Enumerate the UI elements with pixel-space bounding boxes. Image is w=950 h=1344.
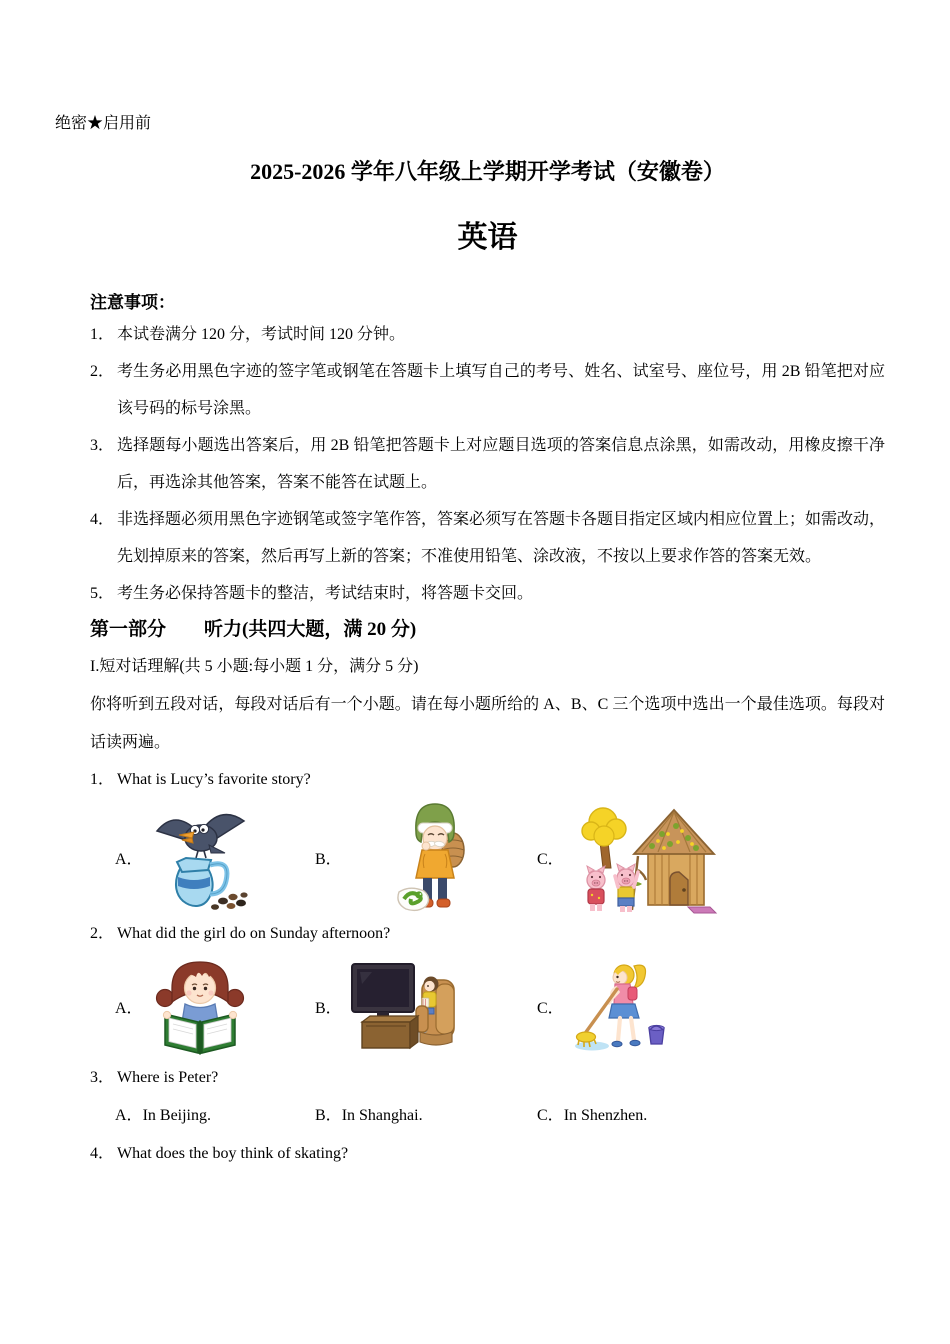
option-label: A． xyxy=(115,999,143,1017)
subject-title: 英语 xyxy=(457,221,518,254)
option-b xyxy=(315,1096,537,1136)
option-b xyxy=(315,956,537,1056)
note-item xyxy=(90,316,885,353)
note-number: 3． xyxy=(90,437,115,454)
note-number: 5． xyxy=(90,585,115,602)
option-text: In Shenzhen. xyxy=(563,1107,648,1124)
exam-title: 2025-2026 学年八年级上学期开学考试（安徽卷） xyxy=(250,159,725,184)
note-text: 考生务必用黑色字迹的签字笔或钢笔在答题卡上填写自己的考号、姓名、试室号、座位号，用 2B 铅笔把对应该号码的标号涂黑。 xyxy=(117,363,885,417)
note-text: 本试卷满分 120 分，考试时间 120 分钟。 xyxy=(117,326,406,343)
notes-list xyxy=(90,316,885,612)
question-text: Where is Peter? xyxy=(117,1069,219,1086)
question-3 xyxy=(90,1060,885,1096)
girl-watching-tv-illustration xyxy=(350,956,456,1056)
option-a xyxy=(115,954,315,1058)
option-text: In Beijing. xyxy=(142,1107,211,1124)
girl-reading-book-illustration xyxy=(151,954,249,1058)
option-label: B． xyxy=(315,850,342,868)
option-a xyxy=(115,801,315,913)
question-2 xyxy=(90,916,885,952)
section1-title: I.短对话理解(共 5 小题:每小题 1 分，满分 5 分) xyxy=(90,658,419,675)
note-item xyxy=(90,427,885,501)
note-text: 非选择题必须用黑色字迹钢笔或签字笔作答，答案必须写在答题卡各题目指定区域内相应位置上；如需改动，先划掉原来的答案，然后再写上新的答案；不准使用铅笔、涂改液，不按以上要求作答的答案无效。 xyxy=(117,511,886,565)
girl-mopping-floor-illustration xyxy=(572,956,666,1056)
question-2-options xyxy=(90,952,885,1060)
question-number: 2． xyxy=(90,925,115,942)
option-c xyxy=(537,800,885,914)
option-c xyxy=(537,1096,885,1136)
three-little-pigs-house-illustration xyxy=(572,800,720,914)
note-item xyxy=(90,353,885,427)
option-label: B． xyxy=(315,1107,342,1124)
option-a xyxy=(115,1096,315,1136)
question-number: 4． xyxy=(90,1145,115,1162)
note-text: 考生务必保持答题卡的整洁，考试结束时，将答题卡交回。 xyxy=(117,585,534,602)
note-number: 4． xyxy=(90,511,115,528)
option-c xyxy=(537,956,885,1056)
option-b xyxy=(315,798,537,916)
part1-header: 第一部分 听力(共四大题，满 20 分) xyxy=(90,619,417,640)
question-number: 3． xyxy=(90,1069,115,1086)
question-text: What does the boy think of skating? xyxy=(117,1145,349,1162)
question-1 xyxy=(90,762,885,798)
note-item xyxy=(90,575,885,612)
notes-heading: 注意事项： xyxy=(90,293,175,312)
option-label: B． xyxy=(315,999,342,1017)
question-number: 1． xyxy=(90,771,115,788)
question-text: What is Lucy’s favorite story? xyxy=(117,771,311,788)
note-text: 选择题每小题选出答案后，用 2B 铅笔把答题卡上对应题目选项的答案信息点涂黑，如需改动，用橡皮擦干净后，再选涂其他答案，答案不能答在试题上。 xyxy=(117,437,885,491)
option-text: In Shanghai. xyxy=(341,1107,423,1124)
option-label: A． xyxy=(115,1107,143,1124)
option-label: C． xyxy=(537,850,564,868)
crow-and-pitcher-illustration xyxy=(151,801,251,913)
option-label: A． xyxy=(115,850,143,868)
old-man-and-snake-illustration xyxy=(396,798,474,916)
note-number: 2． xyxy=(90,363,115,380)
section1-instructions: 你将听到五段对话，每段对话后有一个小题。请在每小题所给的 A、B、C 三个选项中选出一个最佳选项。每段对话读两遍。 xyxy=(90,696,885,751)
question-4 xyxy=(90,1136,885,1172)
note-number: 1． xyxy=(90,326,115,343)
option-label: C． xyxy=(537,999,564,1017)
question-text: What did the girl do on Sunday afternoon? xyxy=(117,925,391,942)
note-item xyxy=(90,501,885,575)
option-label: C． xyxy=(537,1107,564,1124)
question-1-options xyxy=(90,798,885,916)
question-3-options xyxy=(90,1096,885,1136)
classification-label: 绝密★启用前 xyxy=(55,115,152,132)
